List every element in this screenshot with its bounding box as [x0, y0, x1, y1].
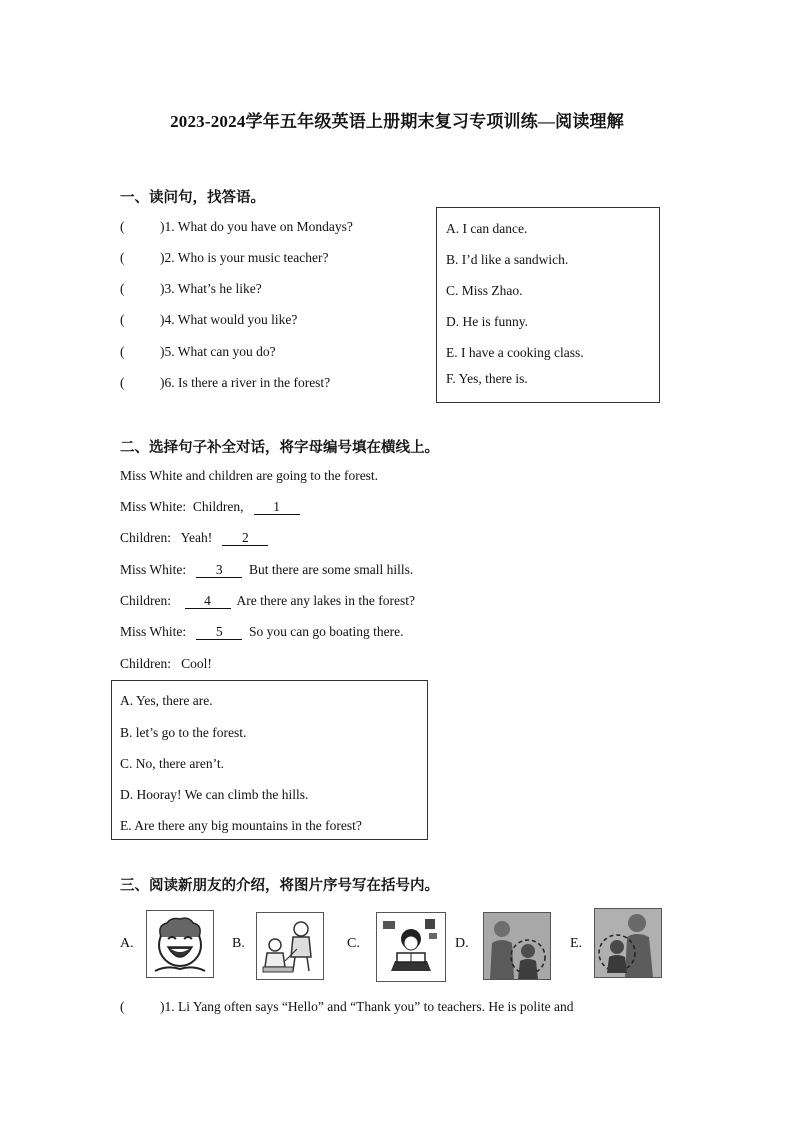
- answer-b: B. I’d like a sandwich.: [446, 252, 569, 267]
- section2-heading: 二、选择句子补全对话，将字母编号填在横线上。: [120, 440, 439, 456]
- blank-3[interactable]: 3: [196, 562, 242, 578]
- question-5: ( )5. What can you do?: [120, 344, 276, 359]
- blank-1[interactable]: 1: [254, 499, 300, 515]
- picture-d-label: D.: [455, 936, 469, 951]
- teacher-student-photo-icon: [483, 912, 551, 980]
- dialogue-line-5: Miss White: 5 So you can go boating there.: [120, 624, 404, 639]
- question-6: ( )6. Is there a river in the forest?: [120, 375, 331, 390]
- dialogue-line-4: Children: 4 Are there any lakes in the forest?: [120, 593, 415, 608]
- blank-5[interactable]: 5: [196, 624, 242, 640]
- question-3: ( )3. What’s he like?: [120, 281, 262, 296]
- question-4: ( )4. What would you like?: [120, 312, 298, 327]
- page-title: 2023-2024学年五年级英语上册期末复习专项训练—阅读理解: [170, 112, 624, 131]
- option-b: B. let’s go to the forest.: [120, 725, 247, 740]
- picture-b-label: B.: [232, 936, 245, 951]
- option-e: E. Are there any big mountains in the forest?: [120, 818, 362, 833]
- picture-a-label: A.: [120, 936, 134, 951]
- section1-heading: 一、读问句，找答语。: [120, 190, 265, 206]
- blank-2[interactable]: 2: [222, 530, 268, 546]
- blank-4[interactable]: 4: [185, 593, 231, 609]
- answer-e: E. I have a cooking class.: [446, 345, 584, 360]
- option-d: D. Hooray! We can climb the hills.: [120, 787, 309, 802]
- children-drawing-icon: [256, 912, 324, 980]
- answer-c: C. Miss Zhao.: [446, 283, 523, 298]
- question-2: ( )2. Who is your music teacher?: [120, 250, 329, 265]
- dialogue-line-2: Children: Yeah! 2: [120, 530, 268, 546]
- laughing-face-icon: [146, 910, 214, 978]
- dialogue-line-6: Children: Cool!: [120, 656, 212, 671]
- section3-question-1: ( )1. Li Yang often says “Hello” and “Thank you” to teachers. He is polite and: [120, 999, 574, 1014]
- answer-a: A. I can dance.: [446, 221, 528, 236]
- dialogue-line-1: Miss White: Children, 1: [120, 499, 300, 515]
- student-reading-icon: [376, 912, 446, 982]
- picture-c-label: C.: [347, 936, 360, 951]
- option-a: A. Yes, there are.: [120, 693, 213, 708]
- section3-heading: 三、阅读新朋友的介绍，将图片序号写在括号内。: [120, 878, 439, 894]
- option-c: C. No, there aren’t.: [120, 756, 224, 771]
- dialogue-line-3: Miss White: 3 But there are some small hills.: [120, 562, 414, 577]
- answer-f: F. Yes, there is.: [446, 371, 528, 386]
- answer-d: D. He is funny.: [446, 314, 528, 329]
- question-1: ( )1. What do you have on Mondays?: [120, 219, 353, 234]
- mother-child-photo-icon: [594, 908, 662, 978]
- dialogue-intro: Miss White and children are going to the forest.: [120, 468, 379, 483]
- picture-e-label: E.: [570, 936, 583, 951]
